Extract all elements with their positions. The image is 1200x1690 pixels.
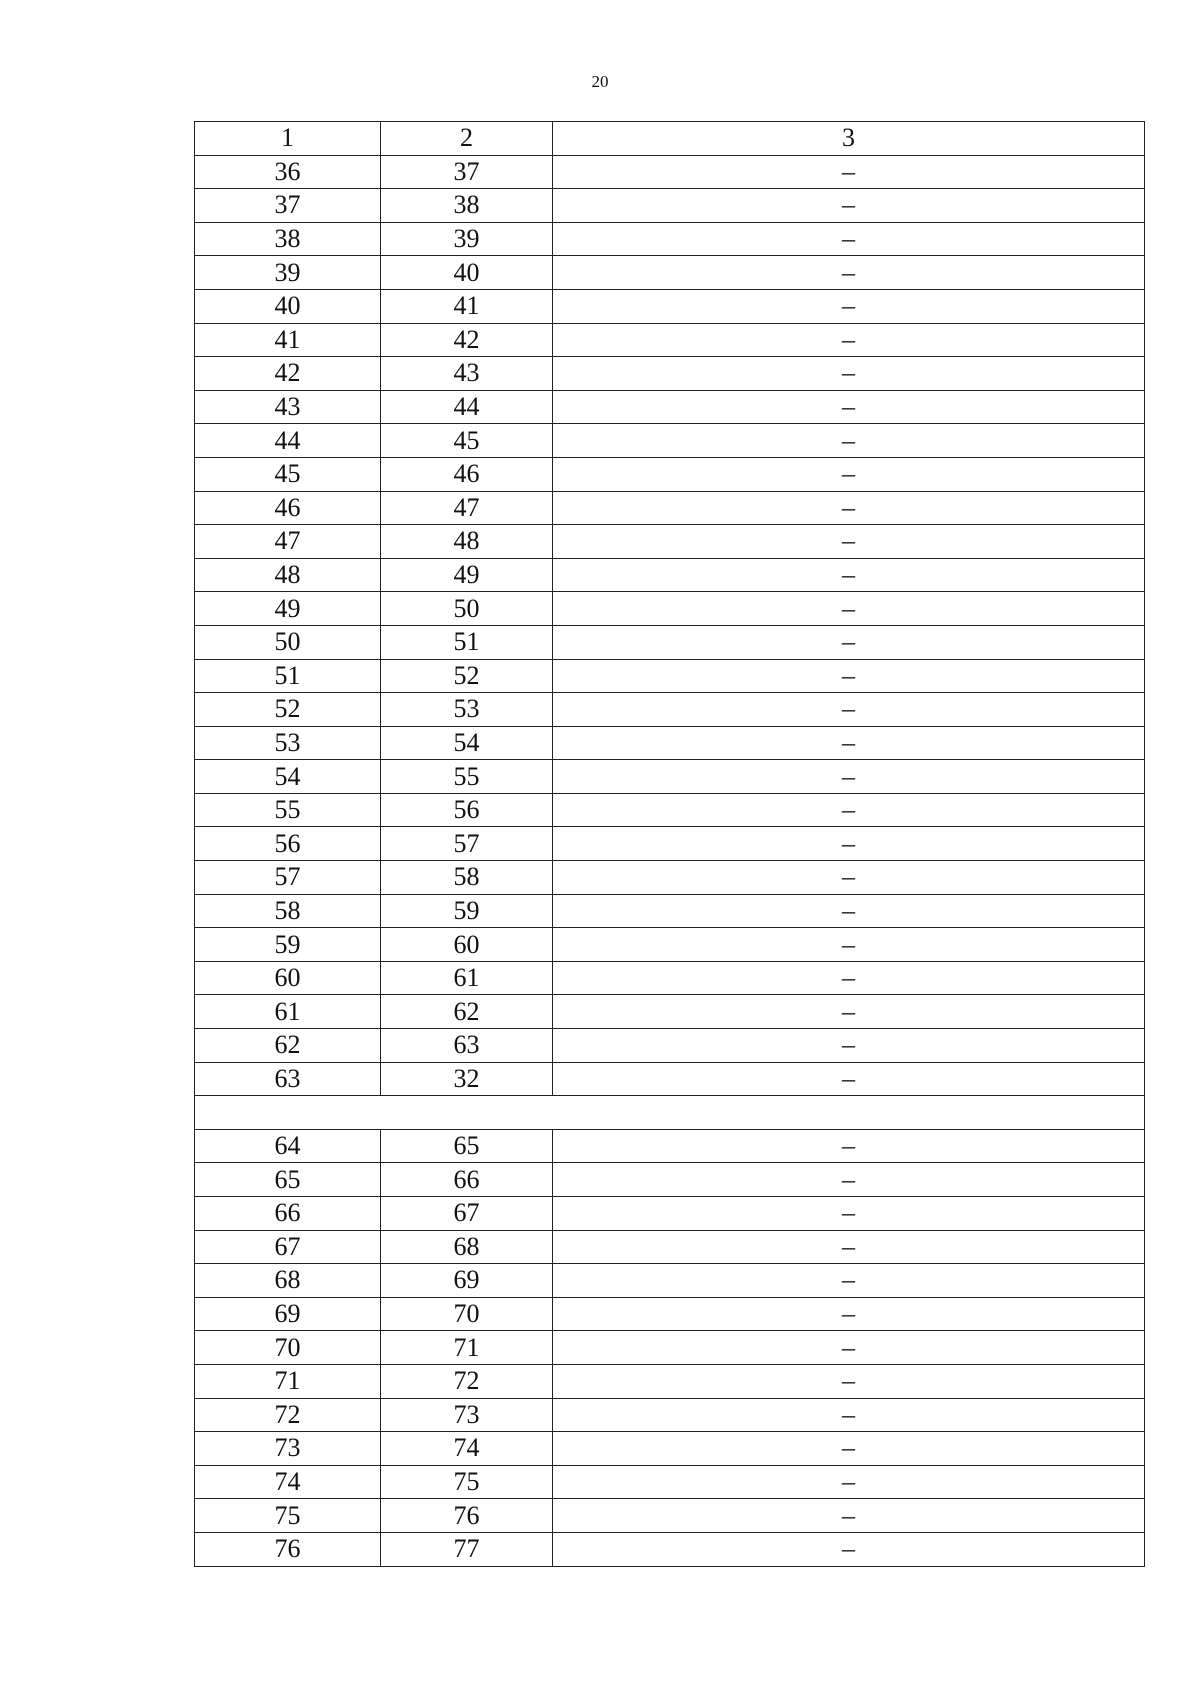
table-row	[195, 625, 1145, 659]
table-cell-col2: 67	[381, 1197, 553, 1231]
table-cell-col3: –	[553, 1264, 1145, 1298]
table-cell-col2: 37	[381, 155, 553, 189]
table-cell-col2: 69	[381, 1264, 553, 1298]
table-row	[195, 1163, 1145, 1197]
table-row	[195, 1297, 1145, 1331]
table-cell-col3: –	[553, 861, 1145, 895]
table-cell-col3: –	[553, 1432, 1145, 1466]
table-cell-col2: 46	[381, 457, 553, 491]
table-cell-col2: 52	[381, 659, 553, 693]
table-cell-col1: 68	[195, 1264, 381, 1298]
table-row	[195, 1499, 1145, 1533]
table-cell-col2: 56	[381, 793, 553, 827]
table-cell-col1: 60	[195, 961, 381, 995]
table-cell-col3: –	[553, 525, 1145, 559]
table-cell-col2: 55	[381, 760, 553, 794]
table-cell-col1: 71	[195, 1364, 381, 1398]
table-cell-col3: –	[553, 457, 1145, 491]
table-cell-col1: 59	[195, 928, 381, 962]
table-cell-col3: –	[553, 424, 1145, 458]
table-cell-col3: –	[553, 323, 1145, 357]
table-cell-col1: 66	[195, 1197, 381, 1231]
table-cell-col2: 68	[381, 1230, 553, 1264]
table-cell-col2: 76	[381, 1499, 553, 1533]
table-row	[195, 793, 1145, 827]
table-cell-col3: –	[553, 1398, 1145, 1432]
table-cell-col1: 75	[195, 1499, 381, 1533]
table-cell-col1: 55	[195, 793, 381, 827]
table-cell-col2: 39	[381, 222, 553, 256]
table-cell-col3: –	[553, 592, 1145, 626]
table-cell-col1: 41	[195, 323, 381, 357]
table-cell-col2: 73	[381, 1398, 553, 1432]
table-row	[195, 928, 1145, 962]
table-cell-col1: 42	[195, 357, 381, 391]
table-cell-col3: –	[553, 1465, 1145, 1499]
table-cell-col2: 72	[381, 1364, 553, 1398]
table-row	[195, 189, 1145, 223]
table-cell-col2: 75	[381, 1465, 553, 1499]
table-cell-col1: 50	[195, 625, 381, 659]
separator-cell	[195, 1096, 1145, 1130]
table-cell-col3: –	[553, 1197, 1145, 1231]
table-row	[195, 323, 1145, 357]
table-row	[195, 1465, 1145, 1499]
table-row	[195, 995, 1145, 1029]
table-cell-col1: 58	[195, 894, 381, 928]
table-row	[195, 1264, 1145, 1298]
table-header-row	[195, 122, 1145, 156]
table-cell-col1: 65	[195, 1163, 381, 1197]
table-cell-col3: –	[553, 726, 1145, 760]
column-header-3: 3	[553, 122, 1145, 156]
table-row	[195, 256, 1145, 290]
table-cell-col2: 43	[381, 357, 553, 391]
table-cell-col1: 57	[195, 861, 381, 895]
table-row	[195, 592, 1145, 626]
table-cell-col3: –	[553, 659, 1145, 693]
table-cell-col1: 40	[195, 289, 381, 323]
table-cell-col2: 60	[381, 928, 553, 962]
table-row	[195, 760, 1145, 794]
table-cell-col2: 38	[381, 189, 553, 223]
table-cell-col1: 63	[195, 1062, 381, 1096]
table-cell-col3: –	[553, 1230, 1145, 1264]
table-cell-col1: 67	[195, 1230, 381, 1264]
table-cell-col1: 54	[195, 760, 381, 794]
table-cell-col1: 72	[195, 1398, 381, 1432]
table-row	[195, 961, 1145, 995]
table-row	[195, 1197, 1145, 1231]
table-cell-col3: –	[553, 1364, 1145, 1398]
table-cell-col3: –	[553, 1532, 1145, 1566]
table-row	[195, 390, 1145, 424]
table-cell-col2: 40	[381, 256, 553, 290]
table-cell-col2: 57	[381, 827, 553, 861]
table-row	[195, 289, 1145, 323]
table-cell-col3: –	[553, 961, 1145, 995]
table-row	[195, 558, 1145, 592]
table-row	[195, 1364, 1145, 1398]
table-cell-col1: 76	[195, 1532, 381, 1566]
table-cell-col2: 41	[381, 289, 553, 323]
table-cell-col2: 70	[381, 1297, 553, 1331]
table-cell-col1: 37	[195, 189, 381, 223]
table-row	[195, 693, 1145, 727]
table-cell-col2: 32	[381, 1062, 553, 1096]
table-row	[195, 155, 1145, 189]
table-cell-col1: 73	[195, 1432, 381, 1466]
table-row	[195, 894, 1145, 928]
table-cell-col3: –	[553, 793, 1145, 827]
table-cell-col3: –	[553, 693, 1145, 727]
table-cell-col3: –	[553, 222, 1145, 256]
table-cell-col2: 59	[381, 894, 553, 928]
table-cell-col3: –	[553, 1163, 1145, 1197]
table-cell-col2: 77	[381, 1532, 553, 1566]
table-row	[195, 525, 1145, 559]
table-row	[195, 1532, 1145, 1566]
table-cell-col3: –	[553, 760, 1145, 794]
table-cell-col2: 51	[381, 625, 553, 659]
table-cell-col1: 45	[195, 457, 381, 491]
table-row	[195, 1129, 1145, 1163]
table-row	[195, 1230, 1145, 1264]
table-cell-col2: 48	[381, 525, 553, 559]
table-row	[195, 357, 1145, 391]
table-row	[195, 222, 1145, 256]
table-cell-col3: –	[553, 1297, 1145, 1331]
table-row	[195, 726, 1145, 760]
table-cell-col3: –	[553, 928, 1145, 962]
table-row	[195, 491, 1145, 525]
table-cell-col2: 63	[381, 1029, 553, 1063]
table-row	[195, 1432, 1145, 1466]
table-cell-col3: –	[553, 357, 1145, 391]
data-table-container	[194, 121, 1144, 1567]
table-cell-col3: –	[553, 625, 1145, 659]
table-cell-col1: 38	[195, 222, 381, 256]
table-cell-col1: 46	[195, 491, 381, 525]
table-cell-col2: 53	[381, 693, 553, 727]
table-cell-col1: 53	[195, 726, 381, 760]
table-cell-col2: 62	[381, 995, 553, 1029]
table-row	[195, 1398, 1145, 1432]
table-row	[195, 1062, 1145, 1096]
table-cell-col1: 44	[195, 424, 381, 458]
table-cell-col1: 51	[195, 659, 381, 693]
table-cell-col3: –	[553, 390, 1145, 424]
table-cell-col3: –	[553, 256, 1145, 290]
table-cell-col1: 49	[195, 592, 381, 626]
table-separator-row	[195, 1096, 1145, 1130]
table-cell-col3: –	[553, 189, 1145, 223]
table-cell-col2: 66	[381, 1163, 553, 1197]
table-cell-col1: 62	[195, 1029, 381, 1063]
table-cell-col1: 39	[195, 256, 381, 290]
table-cell-col2: 45	[381, 424, 553, 458]
table-row	[195, 861, 1145, 895]
table-cell-col1: 56	[195, 827, 381, 861]
table-cell-col3: –	[553, 558, 1145, 592]
table-cell-col3: –	[553, 827, 1145, 861]
table-row	[195, 1331, 1145, 1365]
table-cell-col3: –	[553, 1331, 1145, 1365]
table-cell-col1: 43	[195, 390, 381, 424]
table-cell-col2: 50	[381, 592, 553, 626]
table-cell-col3: –	[553, 894, 1145, 928]
table-cell-col1: 64	[195, 1129, 381, 1163]
table-cell-col1: 70	[195, 1331, 381, 1365]
table-cell-col1: 74	[195, 1465, 381, 1499]
table-cell-col3: –	[553, 1129, 1145, 1163]
table-cell-col3: –	[553, 1029, 1145, 1063]
page-number: 20	[591, 72, 609, 91]
table-cell-col2: 47	[381, 491, 553, 525]
table-cell-col2: 65	[381, 1129, 553, 1163]
table-row	[195, 457, 1145, 491]
table-cell-col2: 42	[381, 323, 553, 357]
column-header-1: 1	[195, 122, 381, 156]
column-header-2: 2	[381, 122, 553, 156]
table-cell-col2: 58	[381, 861, 553, 895]
table-cell-col3: –	[553, 289, 1145, 323]
table-cell-col1: 48	[195, 558, 381, 592]
table-row	[195, 424, 1145, 458]
table-row	[195, 1029, 1145, 1063]
table-row	[195, 659, 1145, 693]
table-cell-col1: 47	[195, 525, 381, 559]
table-cell-col2: 61	[381, 961, 553, 995]
table-cell-col1: 36	[195, 155, 381, 189]
table-cell-col1: 52	[195, 693, 381, 727]
table-row	[195, 827, 1145, 861]
table-cell-col2: 74	[381, 1432, 553, 1466]
table-cell-col2: 44	[381, 390, 553, 424]
table-cell-col3: –	[553, 995, 1145, 1029]
table-cell-col2: 71	[381, 1331, 553, 1365]
table-cell-col1: 61	[195, 995, 381, 1029]
table-cell-col3: –	[553, 1499, 1145, 1533]
table-cell-col3: –	[553, 491, 1145, 525]
table-cell-col2: 49	[381, 558, 553, 592]
table-body	[195, 122, 1145, 1567]
table-cell-col1: 69	[195, 1297, 381, 1331]
table-cell-col3: –	[553, 1062, 1145, 1096]
table-cell-col2: 54	[381, 726, 553, 760]
table-cell-col3: –	[553, 155, 1145, 189]
data-table	[194, 121, 1145, 1567]
